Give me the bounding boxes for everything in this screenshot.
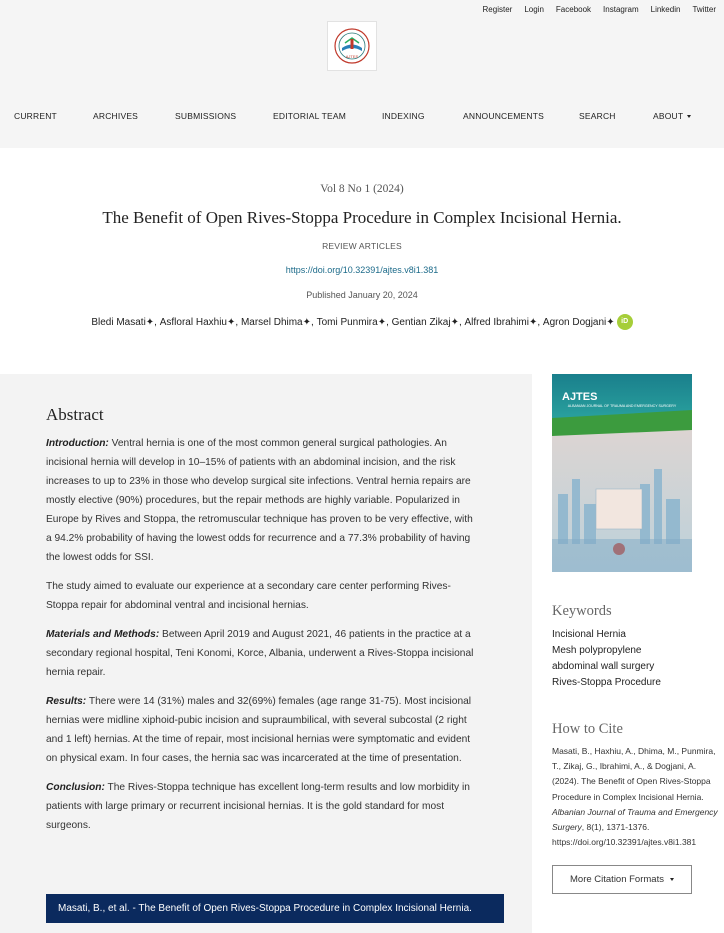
nav-search[interactable]: SEARCH: [579, 111, 616, 121]
issue-label[interactable]: Vol 8 No 1 (2024): [320, 183, 404, 195]
author-name[interactable]: Bledi Masati: [91, 316, 146, 328]
instagram-link[interactable]: Instagram: [603, 5, 639, 14]
author-expand-icon[interactable]: ✦,: [377, 316, 392, 328]
abstract-methods: [46, 625, 476, 682]
logo-emblem-icon: [332, 26, 372, 66]
author-expand-icon[interactable]: ✦,: [450, 316, 465, 328]
nav-about-label: ABOUT: [653, 111, 684, 121]
journal-logo[interactable]: [327, 21, 377, 71]
user-nav: [483, 5, 716, 14]
citation-authors: Masati, B., Haxhiu, A., Dhima, M., Punmira, T., Zikaj, G., Ibrahimi, A., & Dogjani, A. (2024). The Benefit of Open Rives-Stoppa Procedure in Complex Incisional Hernia.: [552, 746, 716, 802]
keyword-item: abdominal wall surgery: [552, 661, 655, 672]
author-name[interactable]: Marsel Dhima: [240, 316, 303, 328]
section-label: REVIEW ARTICLES: [322, 241, 402, 251]
orcid-icon[interactable]: iD: [617, 314, 633, 330]
pdf-galley-button[interactable]: Masati, B., et al. - The Benefit of Open Rives-Stoppa Procedure in Complex Incisional Hernia.: [46, 894, 504, 923]
keyword-item: Incisional Hernia: [552, 629, 626, 640]
keywords-heading: Keywords: [552, 603, 612, 619]
published-date: [0, 290, 724, 300]
abstract-results: [46, 692, 476, 768]
author-name[interactable]: Alfred Ibrahimi: [464, 316, 529, 328]
conclusion-label: Conclusion:: [46, 782, 105, 793]
facebook-link[interactable]: Facebook: [555, 5, 592, 14]
intro-text: Ventral hernia is one of the most common general surgical pathologies. An incisional hernia will develop in 10–15% of patients with an abdominal incision, and the risk increases to up to 23% in those who develop surgical site infections. Ventral hernia repairs are mostly elective (90%) procedures, but the repair methods are highly variable. Popularized in Europe by Rives and Stoppa, the retromuscular technique has proven to be very effective, with a 94.2% probability of having the lowest odds for recurrence and a 77.3% probability of having the lowest odds for SSI.: [46, 438, 473, 563]
abstract-conclusion: [46, 778, 476, 835]
how-to-cite-heading: How to Cite: [552, 721, 623, 737]
main-nav: [0, 111, 724, 125]
more-formats-label: More Citation Formats: [570, 874, 664, 885]
linkedin-link[interactable]: Linkedin: [650, 5, 681, 14]
results-text: There were 14 (31%) males and 32(69%) females (age range 31-75). Most incisional hernias were midline xiphoid-pubic incision and supraumbilical, with several subcostal (2 right and 1 left) hernias. At the time of repair, most incisional hernias were symptomatic and evident on physical exam. In four cases, the hernia sac was incarcerated at the time of presentation.: [46, 696, 472, 764]
methods-text: Between April 2019 and August 2021, 46 patients in the practice at a secondary regional hospital, Teni Konomi, Korce, Albania, underwent a Rives-Stoppa incisional hernia repair.: [46, 629, 474, 678]
cover-subtitle: ALBANIAN JOURNAL OF TRAUMA AND EMERGENCY SURGERY: [567, 404, 677, 408]
site-header: [0, 0, 724, 148]
login-link[interactable]: Login: [524, 5, 544, 14]
author-name[interactable]: Agron Dogjani: [542, 316, 607, 328]
keyword-item: Mesh polypropylene: [552, 645, 642, 656]
author-name[interactable]: Gentian Zikaj: [391, 316, 451, 328]
nav-current[interactable]: CURRENT: [14, 111, 57, 121]
abstract-aim: The study aimed to evaluate our experience at a secondary care center performing Rives-Stoppa repair for abdominal ventral and incisional hernias.: [46, 581, 451, 611]
author-expand-icon[interactable]: ✦,: [302, 316, 317, 328]
more-citation-formats-button[interactable]: [552, 865, 692, 894]
nav-about[interactable]: [653, 111, 691, 121]
issue-cover-image[interactable]: [552, 374, 692, 572]
abstract-introduction: [46, 434, 476, 567]
citation-journal: Albanian Journal of Trauma and Emergency Surgery: [552, 806, 718, 833]
keywords-list: [552, 627, 661, 691]
register-link[interactable]: Register: [482, 5, 513, 14]
keyword-item: Rives-Stoppa Procedure: [552, 677, 661, 688]
cover-title: AJTES: [562, 391, 598, 403]
citation-text: [552, 744, 722, 850]
article-header: [0, 148, 724, 374]
citation-details: , 8(1), 1371-1376. https://doi.org/10.32391/ajtes.v8i1.381: [552, 822, 697, 848]
conclusion-text: The Rives-Stoppa technique has excellent long-term results and low morbidity in patients with large primary or recurrent incisional hernias. It is the gold standard for most surgeons.: [46, 782, 470, 831]
author-expand-icon[interactable]: ✦: [606, 316, 615, 328]
nav-archives[interactable]: ARCHIVES: [93, 111, 139, 121]
author-name[interactable]: Asfloral Haxhiu: [159, 316, 227, 328]
abstract-heading: Abstract: [46, 405, 104, 424]
author-expand-icon[interactable]: ✦,: [528, 316, 543, 328]
published-value: January 20, 2024: [348, 290, 418, 300]
doi-link[interactable]: https://doi.org/10.32391/ajtes.v8i1.381: [285, 265, 439, 275]
nav-editorial-team[interactable]: EDITORIAL TEAM: [273, 111, 347, 121]
nav-announcements[interactable]: ANNOUNCEMENTS: [463, 111, 544, 121]
nav-indexing[interactable]: INDEXING: [382, 111, 425, 121]
nav-submissions[interactable]: SUBMISSIONS: [175, 111, 237, 121]
article-title: The Benefit of Open Rives-Stoppa Procedure in Complex Incisional Hernia.: [102, 208, 622, 227]
author-name[interactable]: Tomi Punmira: [316, 316, 378, 328]
abstract-body: [46, 434, 476, 845]
author-list: [0, 314, 724, 330]
article-sidebar: [532, 374, 724, 933]
methods-label: Materials and Methods:: [46, 629, 160, 640]
intro-label: Introduction:: [46, 438, 109, 449]
results-label: Results:: [46, 696, 87, 707]
logo-text: AJTES: [345, 54, 359, 59]
twitter-link[interactable]: Twitter: [692, 5, 716, 14]
abstract-panel: [0, 374, 532, 933]
author-expand-icon[interactable]: ✦,: [145, 316, 160, 328]
author-expand-icon[interactable]: ✦,: [227, 316, 241, 328]
chevron-down-icon: [670, 878, 674, 881]
published-label: Published: [306, 290, 346, 300]
chevron-down-icon: [687, 115, 691, 118]
